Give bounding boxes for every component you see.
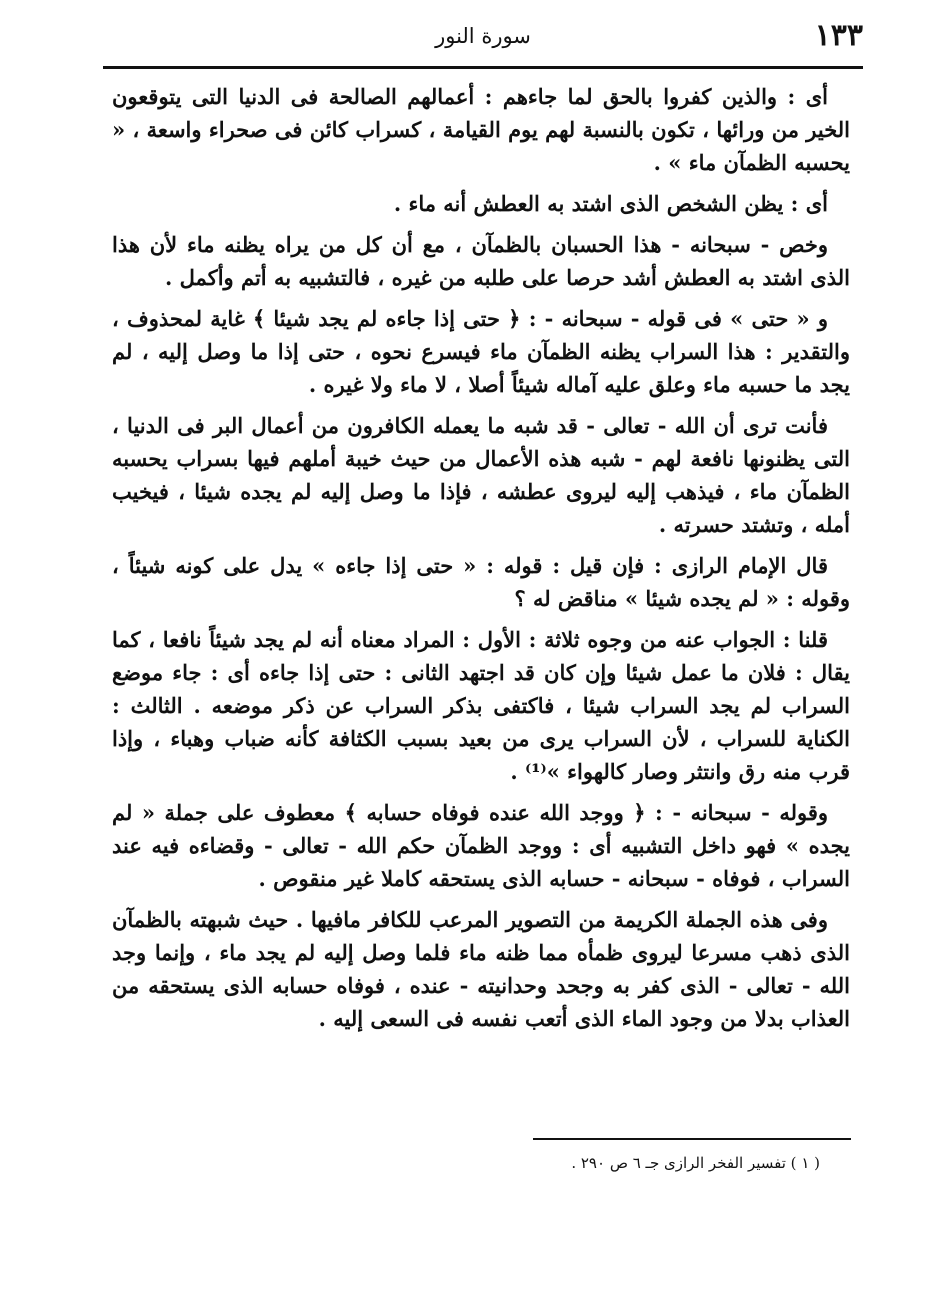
paragraph: وخص - سبحانه - هذا الحسبان بالظمآن ، مع أن كل من يراه يظنه ماء لأن هذا الذى اشتد به العطش أشد حرصا على طلبه من غيره ، فالتشبيه به أتم وأكمل .: [112, 232, 850, 290]
page-number: ١٣٣: [814, 18, 863, 53]
page-header: [103, 14, 863, 64]
header-rule: [103, 66, 863, 69]
paragraph: قال الإمام الرازى : فإن قيل : قوله : « حتى إذا جاءه » يدل على كونه شيئاً ، وقوله : « لم يجده شيئا » مناقض له ؟: [112, 553, 850, 611]
paragraph: وقوله - سبحانه - : ﴿ ووجد الله عنده فوفاه حسابه ﴾ معطوف على جملة « لم يجده » فهو داخل التشبيه أى : ووجد الظمآن حكم الله - تعالى - وقضاءه فيه عند السراب ، فوفاه - سبحانه - حسابه الذى يستحقه كاملا غير منقوص .: [112, 800, 850, 891]
footnote-rule: [533, 1138, 851, 1140]
paragraph: قلنا : الجواب عنه من وجوه ثلاثة : الأول : المراد معناه أنه لم يجد شيئاً نافعا ، كما يقال : فلان ما عمل شيئا وإن كان قد اجتهد الثانى : حتى إذا جاءه أى : جاء موضع السراب لم يجد السراب شيئا ، فاكتفى بذكر السراب عن ذكر موضعه . الثالث : الكناية للسراب ، لأن السراب يرى من بعيد بسبب الكثافة كأنه ضباب وهباء ، وإذا قرب منه رق وانتثر وصار كالهواء »⁽¹⁾ .: [112, 627, 850, 784]
running-title: سورة النور: [435, 24, 531, 48]
paragraph: أى : يظن الشخص الذى اشتد به العطش أنه ماء .: [393, 191, 828, 216]
footnote: ( ١ ) تفسير الفخر الرازى جـ ٦ ص ٢٩٠ .: [571, 1154, 820, 1172]
paragraph: و « حتى » فى قوله - سبحانه - : ﴿ حتى إذا جاءه لم يجد شيئا ﴾ غاية لمحذوف ، والتقدير : هذا السراب يظنه الظمآن ماء فيسرع نحوه ، حتى إذا ما وصل إليه ، لم يجد ما حسبه ماء وعلق عليه آماله شيئاً أصلا ، لا ماء ولا غيره .: [112, 306, 850, 397]
body-text: [112, 80, 850, 1043]
paragraph: وفى هذه الجملة الكريمة من التصوير المرعب للكافر مافيها . حيث شبهته بالظمآن الذى ذهب مسرعا ليروى ظمأه مما ظنه ماء فلما وصل إليه لم يجد ماء ، وإنما وجد الله - تعالى - الذى كفر به وجحد وحدانيته - عنده ، فوفاه حسابه الذى يستحقه من العذاب بدلا من وجود الماء الذى أتعب نفسه فى السعى إليه .: [112, 907, 850, 1031]
paragraph: أى : والذين كفروا بالحق لما جاءهم : أعمالهم الصالحة فى الدنيا التى يتوقعون الخير من ورائها ، تكون بالنسبة لهم يوم القيامة ، كسراب كائن فى صحراء واسعة ، « يحسبه الظمآن ماء » .: [112, 84, 850, 175]
paragraph: فأنت ترى أن الله - تعالى - قد شبه ما يعمله الكافرون من أعمال البر فى الدنيا ، التى يظنونها نافعة لهم - شبه هذه الأعمال من حيث خيبة أملهم فيها بسراب يحسبه الظمآن ماء ، فيذهب إليه ليروى عطشه ، فإذا ما وصل إليه لم يجده شيئا ، فيخيب أمله ، وتشتد حسرته .: [112, 413, 850, 537]
